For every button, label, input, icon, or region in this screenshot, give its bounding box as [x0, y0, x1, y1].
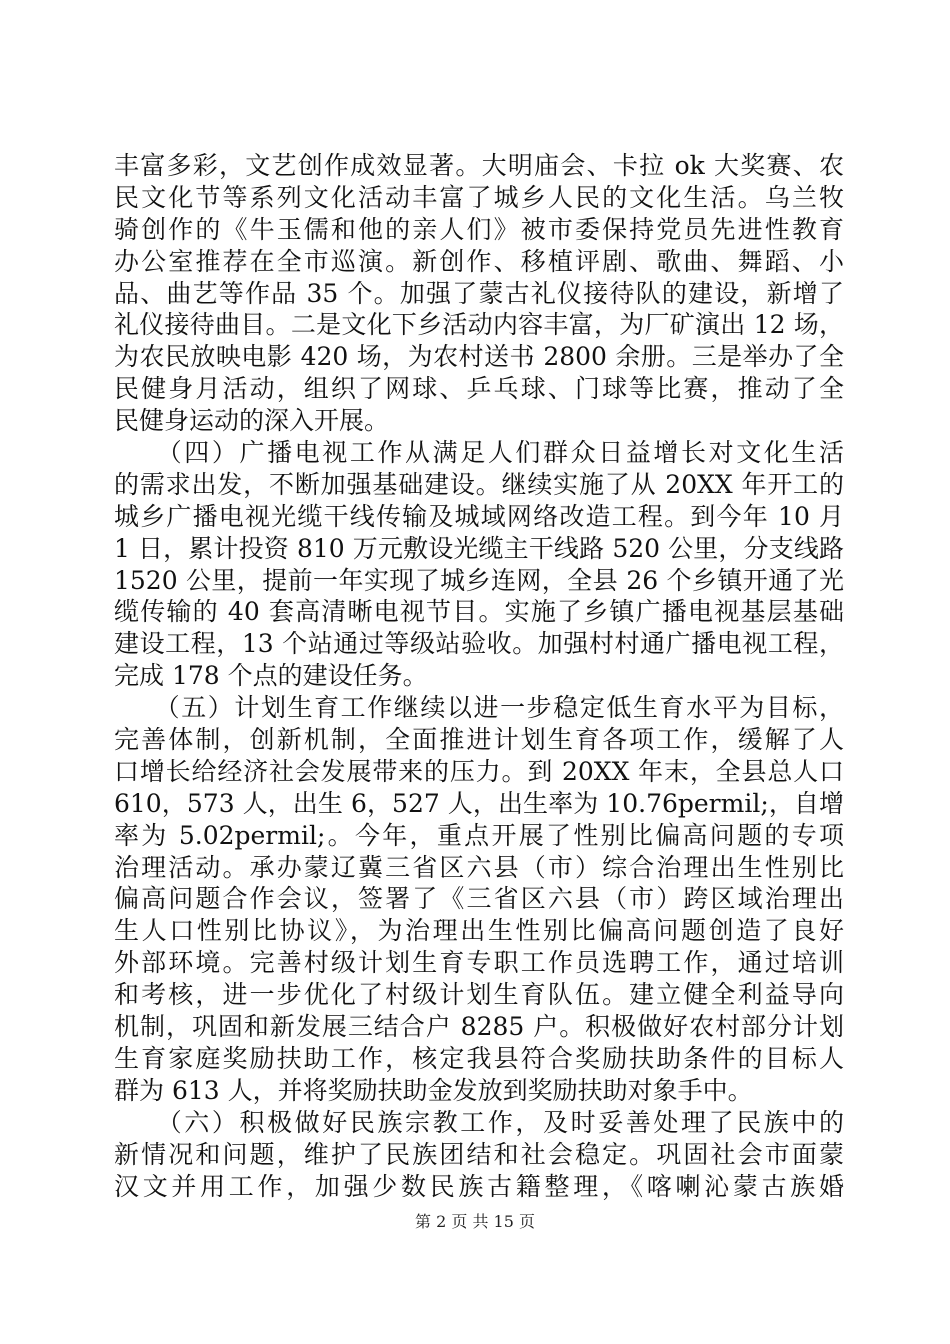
text-line: 口增长给经济社会发展带来的压力。到 20XX 年末，全县总人口: [114, 756, 844, 786]
text-line: 完成 178 个点的建设任务。: [114, 661, 428, 691]
text-line: 民健身运动的深入开展。: [114, 406, 390, 436]
text-line: 礼仪接待曲目。二是文化下乡活动内容丰富，为厂矿演出 12 场，: [114, 310, 844, 340]
text-line: 偏高问题合作会议，签署了《三省区六县（市）跨区域治理出: [114, 884, 844, 914]
text-line: 610，573 人，出生 6，527 人，出生率为 10.76permil;，自增: [114, 788, 844, 818]
text-line: 和考核，进一步优化了村级计划生育队伍。建立健全利益导向: [114, 980, 844, 1010]
text-line: （四）广播电视工作从满足人们群众日益增长对文化生活: [114, 438, 844, 468]
page-number-footer: 第 2 页 共 15 页: [415, 1212, 535, 1231]
paragraph-ethnic-religion: [114, 1107, 844, 1203]
text-line: 民健身月活动，组织了网球、乒乓球、门球等比赛，推动了全: [114, 374, 844, 404]
text-line: 完善体制，创新机制，全面推进计划生育各项工作，缓解了人: [114, 725, 844, 755]
text-line: 丰富多彩，文艺创作成效显著。大明庙会、卡拉 ok 大奖赛、农: [114, 151, 844, 180]
text-line: 为农民放映电影 420 场，为农村送书 2800 余册。三是举办了全: [114, 342, 844, 372]
text-line: （五）计划生育工作继续以进一步稳定低生育水平为目标，: [114, 693, 844, 723]
text-line: 民文化节等系列文化活动丰富了城乡人民的文化生活。乌兰牧: [114, 182, 844, 212]
text-line: 品、曲艺等作品 35 个。加强了蒙古礼仪接待队的建设，新增了: [114, 278, 844, 308]
document-body: [114, 150, 844, 1202]
text-line: 生人口性别比协议》，为治理出生性别比偏高问题创造了良好: [114, 916, 844, 946]
text-line: 治理活动。承办蒙辽冀三省区六县（市）综合治理出生性别比: [114, 852, 844, 882]
text-line: 生育家庭奖励扶助工作，核定我县符合奖励扶助条件的目标人: [114, 1043, 844, 1073]
text-line: 骑创作的《牛玉儒和他的亲人们》被市委保持党员先进性教育: [114, 214, 844, 244]
text-line: 建设工程，13 个站通过等级站验收。加强村村通广播电视工程，: [114, 629, 844, 659]
paragraph-family-planning: [114, 692, 844, 1107]
text-line: 机制，巩固和新发展三结合户 8285 户。积极做好农村部分计划: [114, 1012, 844, 1042]
text-line: 办公室推荐在全市巡演。新创作、移植评剧、歌曲、舞蹈、小: [114, 246, 844, 276]
text-line: 1 日，累计投资 810 万元敷设光缆主干线路 520 公里，分支线路: [114, 533, 844, 563]
text-line: 群为 613 人，并将奖励扶助金发放到奖励扶助对象手中。: [114, 1075, 753, 1105]
text-line: 1520 公里，提前一年实现了城乡连网，全县 26 个乡镇开通了光: [114, 565, 844, 595]
text-line: （六）积极做好民族宗教工作，及时妥善处理了民族中的: [114, 1107, 844, 1137]
text-line: 外部环境。完善村级计划生育专职工作员选聘工作，通过培训: [114, 948, 844, 978]
text-line: 的需求出发，不断加强基础建设。继续实施了从 20XX 年开工的: [114, 469, 844, 499]
text-line: 汉文并用工作，加强少数民族古籍整理，《喀喇沁蒙古族婚: [114, 1171, 844, 1201]
text-line: 新情况和问题，维护了民族团结和社会稳定。巩固社会市面蒙: [114, 1139, 844, 1169]
text-line: 率为 5.02permil;。今年，重点开展了性别比偏高问题的专项: [114, 820, 844, 850]
text-line: 缆传输的 40 套高清晰电视节目。实施了乡镇广播电视基层基础: [114, 597, 844, 627]
paragraph-broadcasting: [114, 437, 844, 692]
paragraph-culture-continued: [114, 150, 844, 437]
text-line: 城乡广播电视光缆干线传输及城域网络改造工程。到今年 10 月: [114, 501, 844, 531]
